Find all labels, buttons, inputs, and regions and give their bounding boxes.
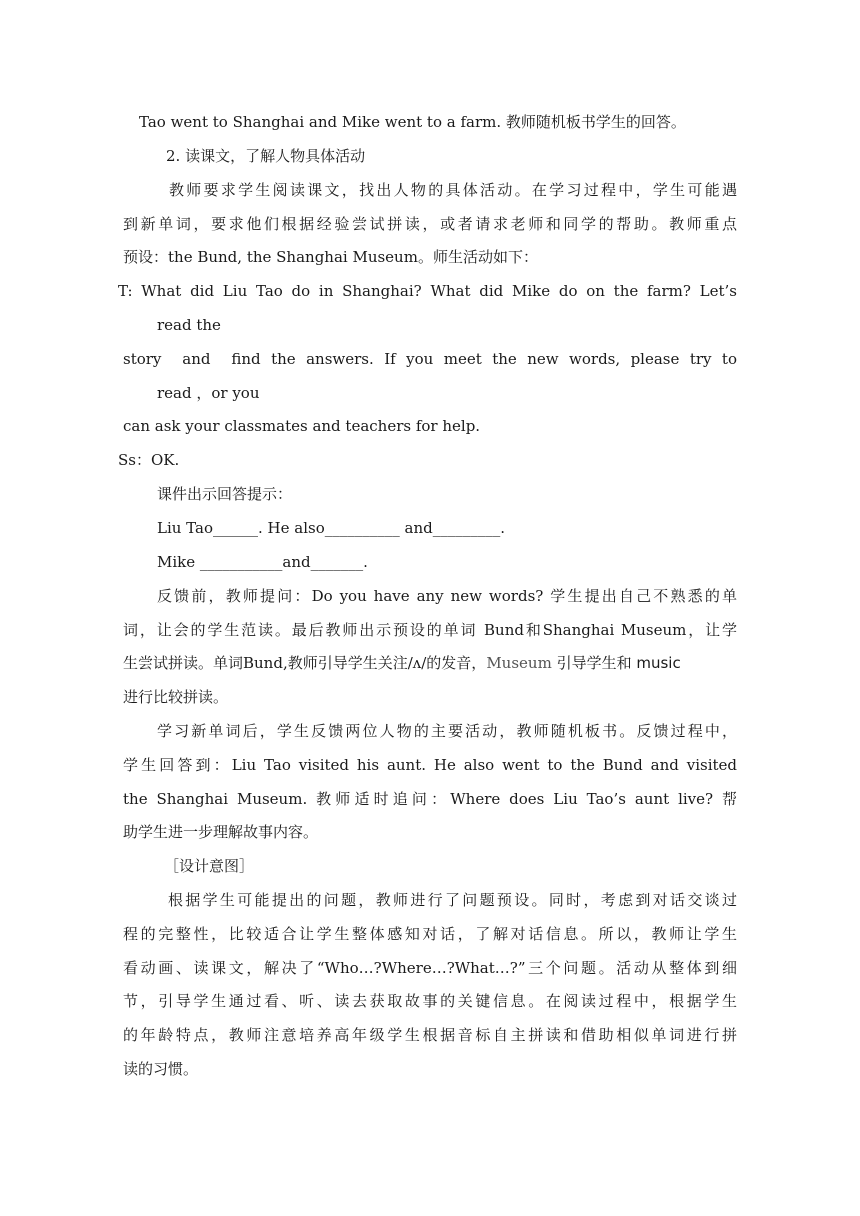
dialogue-line: can ask your classmates and teachers for help. bbox=[123, 417, 481, 435]
dialogue-line: Ss：OK. bbox=[118, 451, 180, 469]
paragraph-line: 根据学生可能提出的问题，教师进行了问题预设。同时，考虑到对话交谈过 bbox=[168, 891, 737, 909]
paragraph-line: 读的习惯。 bbox=[123, 1060, 199, 1078]
section-heading: 2. 读课文，了解人物具体活动 bbox=[166, 147, 366, 165]
text-segment: 生尝试拼读。单词Bund,教师引导学生关注/ʌ/的发音， bbox=[123, 654, 487, 672]
paragraph-line: 学习新单词后，学生反馈两位人物的主要活动，教师随机板书。反馈过程中， bbox=[157, 722, 737, 740]
text-segment: Museum bbox=[486, 654, 552, 672]
section-heading: ［设计意图］ bbox=[164, 857, 255, 875]
dialogue-line: story and find the answers. If you meet the new words, please try to bbox=[123, 350, 737, 368]
answer-template-line: Liu Tao______. He also__________ and_________. bbox=[157, 519, 505, 537]
dialogue-line: read the bbox=[157, 316, 221, 334]
paragraph-line: 课件出示回答提示： bbox=[157, 485, 293, 503]
paragraph-line: 到新单词，要求他们根据经验尝试拼读，或者请求老师和同学的帮助。教师重点 bbox=[123, 215, 737, 233]
paragraph-line: 学生回答到：Liu Tao visited his aunt. He also went to the Bund and visited bbox=[123, 756, 737, 774]
paragraph-line: 教师要求学生阅读课文，找出人物的具体活动。在学习过程中，学生可能遇 bbox=[169, 181, 737, 199]
paragraph-line: 看动画、读课文，解决了“Who…?Where…?What…?”三个问题。活动从整体到细 bbox=[123, 959, 737, 977]
paragraph-line: 节，引导学生通过看、听、读去获取故事的关键信息。在阅读过程中，根据学生 bbox=[123, 992, 737, 1010]
text-line: Tao went to Shanghai and Mike went to a farm. 教师随机板书学生的回答。 bbox=[139, 113, 686, 131]
paragraph-line: 预设：the Bund, the Shanghai Museum。师生活动如下： bbox=[123, 248, 538, 266]
text-segment: music bbox=[631, 654, 681, 672]
paragraph-line: 反馈前，教师提问：Do you have any new words? 学生提出自己不熟悉的单 bbox=[157, 587, 737, 605]
answer-template-line: Mike ___________and_______. bbox=[157, 553, 368, 571]
dialogue-line: T: What did Liu Tao do in Shanghai? What did Mike do on the farm? Let’s bbox=[118, 282, 737, 300]
text-segment: 引导学生和 bbox=[551, 654, 632, 672]
dialogue-line: read ，or you bbox=[157, 384, 260, 402]
paragraph-line: 的年龄特点，教师注意培养高年级学生根据音标自主拼读和借助相似单词进行拼 bbox=[123, 1026, 737, 1044]
paragraph-line bbox=[123, 653, 681, 673]
paragraph-line: 助学生进一步理解故事内容。 bbox=[123, 823, 319, 841]
paragraph-line: 进行比较拼读。 bbox=[123, 688, 229, 706]
paragraph-line: 程的完整性，比较适合让学生整体感知对话，了解对话信息。所以，教师让学生 bbox=[123, 925, 737, 943]
paragraph-line: 词，让会的学生范读。最后教师出示预设的单词 Bund和Shanghai Museum，让学 bbox=[123, 621, 737, 639]
paragraph-line: the Shanghai Museum. 教师适时追问：Where does Liu Tao’s aunt live? 帮 bbox=[123, 790, 737, 808]
